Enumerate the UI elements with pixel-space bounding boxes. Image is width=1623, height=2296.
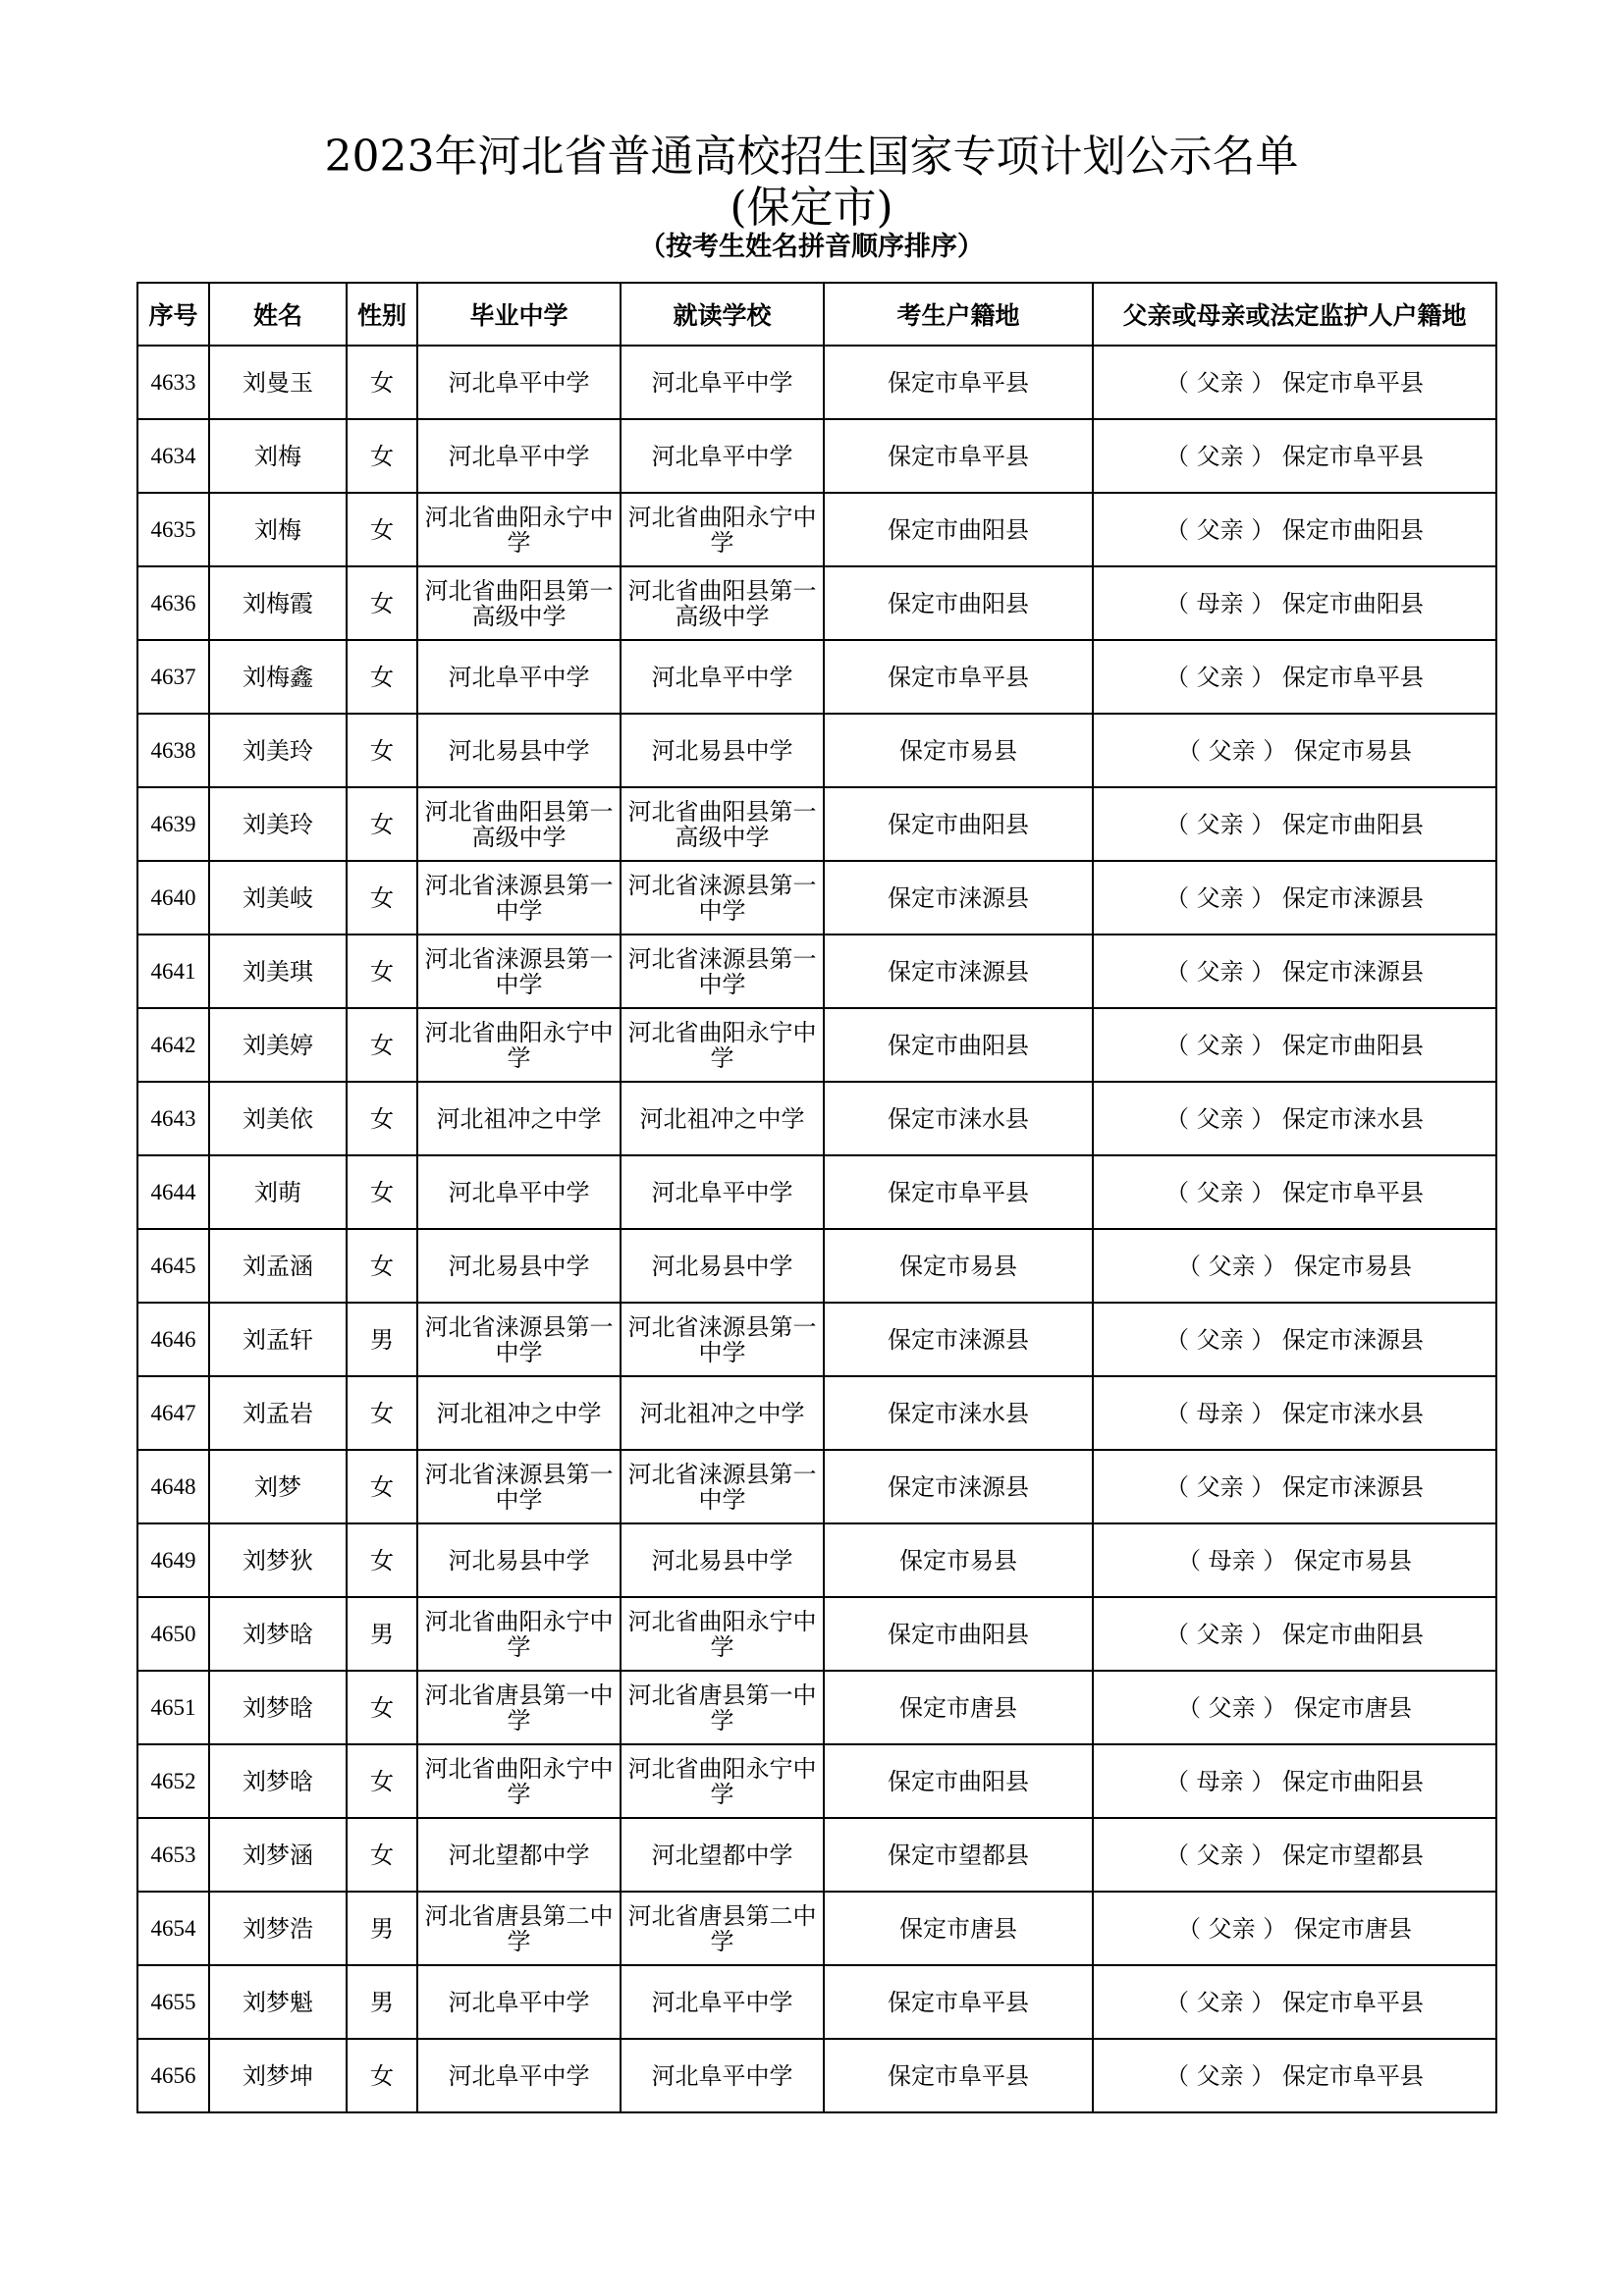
cell-guardian-household: （ 父亲 ） 保定市曲阳县 — [1093, 493, 1496, 566]
cell-grad-school: 河北阜平中学 — [417, 640, 621, 714]
cell-seq: 4646 — [137, 1303, 209, 1376]
table-body — [137, 346, 1496, 2112]
cell-grad-school: 河北省曲阳永宁中学 — [417, 493, 621, 566]
cell-name: 刘梦涵 — [209, 1818, 347, 1892]
table-row — [137, 934, 1496, 1008]
cell-guardian-household: （ 父亲 ） 保定市望都县 — [1093, 1818, 1496, 1892]
cell-seq: 4653 — [137, 1818, 209, 1892]
cell-gender: 女 — [347, 1376, 417, 1450]
cell-household: 保定市曲阳县 — [824, 566, 1093, 640]
table-row — [137, 1965, 1496, 2039]
cell-grad-school: 河北省唐县第一中学 — [417, 1671, 621, 1744]
cell-study-school: 河北阜平中学 — [621, 2039, 824, 2112]
cell-study-school: 河北省曲阳永宁中学 — [621, 1597, 824, 1671]
cell-grad-school: 河北祖冲之中学 — [417, 1376, 621, 1450]
cell-guardian-household: （ 母亲 ） 保定市曲阳县 — [1093, 566, 1496, 640]
cell-seq: 4645 — [137, 1229, 209, 1303]
table-row — [137, 787, 1496, 861]
cell-name: 刘美琪 — [209, 934, 347, 1008]
cell-gender: 女 — [347, 2039, 417, 2112]
table-row — [137, 1597, 1496, 1671]
cell-study-school: 河北易县中学 — [621, 1523, 824, 1597]
cell-household: 保定市涞源县 — [824, 861, 1093, 934]
cell-guardian-household: （ 父亲 ） 保定市曲阳县 — [1093, 1597, 1496, 1671]
cell-name: 刘萌 — [209, 1155, 347, 1229]
cell-household: 保定市曲阳县 — [824, 493, 1093, 566]
cell-grad-school: 河北省曲阳县第一高级中学 — [417, 566, 621, 640]
cell-gender: 女 — [347, 1082, 417, 1155]
cell-name: 刘美玲 — [209, 714, 347, 787]
cell-name: 刘梦魁 — [209, 1965, 347, 2039]
cell-seq: 4647 — [137, 1376, 209, 1450]
header-grad-school: 毕业中学 — [417, 283, 621, 346]
cell-household: 保定市唐县 — [824, 1671, 1093, 1744]
cell-seq: 4652 — [137, 1744, 209, 1818]
cell-grad-school: 河北省曲阳永宁中学 — [417, 1744, 621, 1818]
cell-household: 保定市涞源县 — [824, 934, 1093, 1008]
cell-gender: 女 — [347, 787, 417, 861]
cell-grad-school: 河北阜平中学 — [417, 346, 621, 419]
cell-guardian-household: （ 父亲 ） 保定市涞源县 — [1093, 861, 1496, 934]
cell-household: 保定市易县 — [824, 1523, 1093, 1597]
cell-guardian-household: （ 父亲 ） 保定市阜平县 — [1093, 2039, 1496, 2112]
document-title: 2023年河北省普通高校招生国家专项计划公示名单 — [324, 132, 1299, 182]
table-row — [137, 714, 1496, 787]
table-row — [137, 861, 1496, 934]
cell-grad-school: 河北省涞源县第一中学 — [417, 934, 621, 1008]
cell-seq: 4655 — [137, 1965, 209, 2039]
cell-guardian-household: （ 父亲 ） 保定市曲阳县 — [1093, 1008, 1496, 1082]
cell-guardian-household: （ 父亲 ） 保定市易县 — [1093, 714, 1496, 787]
cell-grad-school: 河北易县中学 — [417, 1523, 621, 1597]
cell-guardian-household: （ 父亲 ） 保定市阜平县 — [1093, 346, 1496, 419]
cell-gender: 男 — [347, 1597, 417, 1671]
cell-guardian-household: （ 父亲 ） 保定市涞源县 — [1093, 934, 1496, 1008]
cell-grad-school: 河北省曲阳永宁中学 — [417, 1597, 621, 1671]
cell-study-school: 河北省涞源县第一中学 — [621, 1450, 824, 1523]
cell-study-school: 河北省曲阳永宁中学 — [621, 1744, 824, 1818]
cell-study-school: 河北省涞源县第一中学 — [621, 1303, 824, 1376]
table-row — [137, 640, 1496, 714]
cell-seq: 4650 — [137, 1597, 209, 1671]
cell-seq: 4644 — [137, 1155, 209, 1229]
cell-gender: 女 — [347, 934, 417, 1008]
cell-guardian-household: （ 父亲 ） 保定市阜平县 — [1093, 640, 1496, 714]
cell-grad-school: 河北省涞源县第一中学 — [417, 1450, 621, 1523]
header-name: 姓名 — [209, 283, 347, 346]
cell-grad-school: 河北易县中学 — [417, 714, 621, 787]
cell-guardian-household: （ 父亲 ） 保定市阜平县 — [1093, 419, 1496, 493]
cell-guardian-household: （ 父亲 ） 保定市曲阳县 — [1093, 787, 1496, 861]
cell-household: 保定市曲阳县 — [824, 787, 1093, 861]
cell-seq: 4643 — [137, 1082, 209, 1155]
cell-household: 保定市涞源县 — [824, 1303, 1093, 1376]
cell-household: 保定市唐县 — [824, 1892, 1093, 1965]
cell-guardian-household: （ 母亲 ） 保定市易县 — [1093, 1523, 1496, 1597]
cell-guardian-household: （ 父亲 ） 保定市阜平县 — [1093, 1965, 1496, 2039]
cell-seq: 4656 — [137, 2039, 209, 2112]
cell-household: 保定市阜平县 — [824, 1965, 1093, 2039]
cell-household: 保定市阜平县 — [824, 346, 1093, 419]
table-row — [137, 1008, 1496, 1082]
cell-gender: 女 — [347, 493, 417, 566]
cell-grad-school: 河北祖冲之中学 — [417, 1082, 621, 1155]
cell-study-school: 河北省曲阳县第一高级中学 — [621, 566, 824, 640]
cell-gender: 男 — [347, 1303, 417, 1376]
cell-household: 保定市阜平县 — [824, 2039, 1093, 2112]
cell-name: 刘曼玉 — [209, 346, 347, 419]
cell-grad-school: 河北阜平中学 — [417, 1965, 621, 2039]
cell-seq: 4648 — [137, 1450, 209, 1523]
cell-name: 刘美婷 — [209, 1008, 347, 1082]
cell-name: 刘孟涵 — [209, 1229, 347, 1303]
cell-household: 保定市阜平县 — [824, 640, 1093, 714]
table-row — [137, 346, 1496, 419]
cell-seq: 4636 — [137, 566, 209, 640]
cell-gender: 男 — [347, 1965, 417, 2039]
cell-name: 刘梦晗 — [209, 1671, 347, 1744]
cell-study-school: 河北省唐县第一中学 — [621, 1671, 824, 1744]
document-subtitle: (保定市) — [730, 183, 893, 233]
cell-study-school: 河北省涞源县第一中学 — [621, 934, 824, 1008]
cell-gender: 男 — [347, 1892, 417, 1965]
cell-name: 刘梅 — [209, 493, 347, 566]
cell-study-school: 河北省曲阳永宁中学 — [621, 493, 824, 566]
table-row — [137, 566, 1496, 640]
cell-gender: 女 — [347, 1229, 417, 1303]
cell-study-school: 河北易县中学 — [621, 1229, 824, 1303]
cell-grad-school: 河北省曲阳永宁中学 — [417, 1008, 621, 1082]
cell-seq: 4633 — [137, 346, 209, 419]
roster-table — [136, 282, 1497, 2113]
cell-gender: 女 — [347, 419, 417, 493]
cell-seq: 4639 — [137, 787, 209, 861]
cell-gender: 女 — [347, 566, 417, 640]
cell-household: 保定市易县 — [824, 714, 1093, 787]
header-gender: 性别 — [347, 283, 417, 346]
cell-guardian-household: （ 父亲 ） 保定市涞源县 — [1093, 1303, 1496, 1376]
cell-grad-school: 河北省涞源县第一中学 — [417, 1303, 621, 1376]
table-row — [137, 1303, 1496, 1376]
cell-name: 刘孟轩 — [209, 1303, 347, 1376]
cell-study-school: 河北阜平中学 — [621, 640, 824, 714]
cell-gender: 女 — [347, 1450, 417, 1523]
table-row — [137, 1229, 1496, 1303]
cell-guardian-household: （ 父亲 ） 保定市唐县 — [1093, 1892, 1496, 1965]
sort-note: （按考生姓名拼音顺序排序） — [639, 232, 984, 262]
cell-seq: 4635 — [137, 493, 209, 566]
table-row — [137, 1450, 1496, 1523]
cell-gender: 女 — [347, 1008, 417, 1082]
header-guardian-household: 父亲或母亲或法定监护人户籍地 — [1093, 283, 1496, 346]
cell-study-school: 河北阜平中学 — [621, 1155, 824, 1229]
table-row — [137, 1155, 1496, 1229]
header-seq: 序号 — [137, 283, 209, 346]
cell-gender: 女 — [347, 1155, 417, 1229]
cell-study-school: 河北祖冲之中学 — [621, 1082, 824, 1155]
cell-guardian-household: （ 父亲 ） 保定市易县 — [1093, 1229, 1496, 1303]
cell-seq: 4634 — [137, 419, 209, 493]
cell-study-school: 河北省曲阳永宁中学 — [621, 1008, 824, 1082]
cell-guardian-household: （ 母亲 ） 保定市涞水县 — [1093, 1376, 1496, 1450]
cell-seq: 4640 — [137, 861, 209, 934]
table-row — [137, 1892, 1496, 1965]
cell-name: 刘美岐 — [209, 861, 347, 934]
table-row — [137, 1523, 1496, 1597]
table-row — [137, 1671, 1496, 1744]
cell-household: 保定市涞水县 — [824, 1082, 1093, 1155]
cell-name: 刘梅 — [209, 419, 347, 493]
cell-grad-school: 河北省涞源县第一中学 — [417, 861, 621, 934]
header-study-school: 就读学校 — [621, 283, 824, 346]
cell-name: 刘梦 — [209, 1450, 347, 1523]
cell-grad-school: 河北易县中学 — [417, 1229, 621, 1303]
cell-grad-school: 河北阜平中学 — [417, 419, 621, 493]
cell-grad-school: 河北望都中学 — [417, 1818, 621, 1892]
cell-gender: 女 — [347, 861, 417, 934]
cell-name: 刘梦坤 — [209, 2039, 347, 2112]
cell-study-school: 河北省曲阳县第一高级中学 — [621, 787, 824, 861]
cell-grad-school: 河北省唐县第二中学 — [417, 1892, 621, 1965]
cell-name: 刘孟岩 — [209, 1376, 347, 1450]
cell-seq: 4641 — [137, 934, 209, 1008]
cell-study-school: 河北阜平中学 — [621, 1965, 824, 2039]
cell-study-school: 河北省唐县第二中学 — [621, 1892, 824, 1965]
cell-grad-school: 河北省曲阳县第一高级中学 — [417, 787, 621, 861]
table-row — [137, 1376, 1496, 1450]
cell-household: 保定市涞源县 — [824, 1450, 1093, 1523]
cell-study-school: 河北阜平中学 — [621, 419, 824, 493]
header-household: 考生户籍地 — [824, 283, 1093, 346]
cell-name: 刘梅霞 — [209, 566, 347, 640]
table-row — [137, 1818, 1496, 1892]
cell-household: 保定市望都县 — [824, 1818, 1093, 1892]
cell-guardian-household: （ 父亲 ） 保定市阜平县 — [1093, 1155, 1496, 1229]
cell-guardian-household: （ 父亲 ） 保定市涞源县 — [1093, 1450, 1496, 1523]
cell-study-school: 河北阜平中学 — [621, 346, 824, 419]
header-row — [137, 283, 1496, 346]
table-row — [137, 419, 1496, 493]
cell-household: 保定市易县 — [824, 1229, 1093, 1303]
cell-study-school: 河北省涞源县第一中学 — [621, 861, 824, 934]
table-row — [137, 493, 1496, 566]
table-row — [137, 1744, 1496, 1818]
cell-guardian-household: （ 母亲 ） 保定市曲阳县 — [1093, 1744, 1496, 1818]
cell-guardian-household: （ 父亲 ） 保定市唐县 — [1093, 1671, 1496, 1744]
cell-gender: 女 — [347, 1818, 417, 1892]
cell-household: 保定市曲阳县 — [824, 1008, 1093, 1082]
cell-household: 保定市涞水县 — [824, 1376, 1093, 1450]
cell-guardian-household: （ 父亲 ） 保定市涞水县 — [1093, 1082, 1496, 1155]
cell-name: 刘梅鑫 — [209, 640, 347, 714]
cell-gender: 女 — [347, 1744, 417, 1818]
cell-household: 保定市阜平县 — [824, 419, 1093, 493]
cell-household: 保定市曲阳县 — [824, 1744, 1093, 1818]
cell-household: 保定市阜平县 — [824, 1155, 1093, 1229]
cell-seq: 4654 — [137, 1892, 209, 1965]
cell-seq: 4649 — [137, 1523, 209, 1597]
cell-name: 刘梦晗 — [209, 1744, 347, 1818]
cell-name: 刘美依 — [209, 1082, 347, 1155]
table-row — [137, 1082, 1496, 1155]
cell-seq: 4651 — [137, 1671, 209, 1744]
cell-gender: 女 — [347, 640, 417, 714]
cell-study-school: 河北祖冲之中学 — [621, 1376, 824, 1450]
cell-household: 保定市曲阳县 — [824, 1597, 1093, 1671]
cell-gender: 女 — [347, 1671, 417, 1744]
cell-gender: 女 — [347, 346, 417, 419]
cell-gender: 女 — [347, 1523, 417, 1597]
cell-study-school: 河北易县中学 — [621, 714, 824, 787]
cell-name: 刘梦狄 — [209, 1523, 347, 1597]
cell-name: 刘梦浩 — [209, 1892, 347, 1965]
cell-seq: 4637 — [137, 640, 209, 714]
cell-grad-school: 河北阜平中学 — [417, 2039, 621, 2112]
table-row — [137, 2039, 1496, 2112]
cell-name: 刘美玲 — [209, 787, 347, 861]
cell-grad-school: 河北阜平中学 — [417, 1155, 621, 1229]
cell-gender: 女 — [347, 714, 417, 787]
cell-study-school: 河北望都中学 — [621, 1818, 824, 1892]
cell-name: 刘梦晗 — [209, 1597, 347, 1671]
table-header — [137, 283, 1496, 346]
cell-seq: 4638 — [137, 714, 209, 787]
cell-seq: 4642 — [137, 1008, 209, 1082]
